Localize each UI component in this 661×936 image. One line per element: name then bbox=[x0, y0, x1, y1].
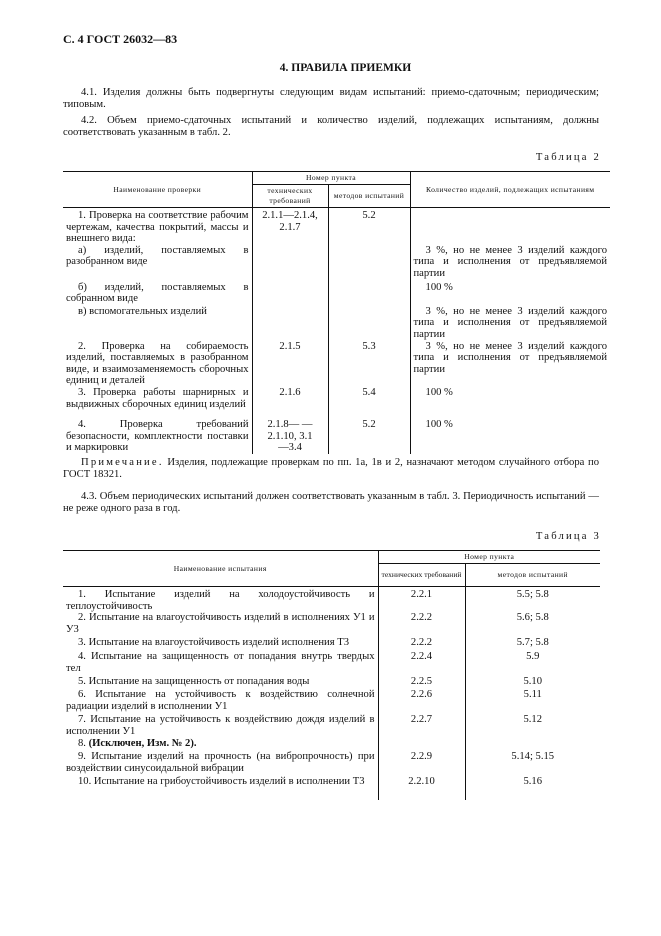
table-row: 7. Испытание на устойчивость к воздействию дождя изделий в исполнении У1 2.2.7 5.12 bbox=[63, 714, 600, 738]
table-2 bbox=[63, 171, 610, 454]
table-row: 3. Проверка работы шарнирных и выдвижных сборочных единиц изделий 2.1.6 5.4 100 % bbox=[63, 387, 610, 419]
table2-note bbox=[63, 457, 599, 480]
col-header-group: Номер пункта bbox=[252, 172, 410, 185]
page-header: С. 4 ГОСТ 26032—83 bbox=[63, 32, 178, 46]
table-row: 1. Испытание изделий на холодоустойчивость и теплоустойчивость 2.2.1 5.5; 5.8 bbox=[63, 587, 600, 613]
col-header-name: Наименование проверки bbox=[63, 172, 252, 208]
excluded-note: (Исключен, Изм. № 2). bbox=[88, 738, 197, 750]
paragraph-4-2: 4.2. Объем приемо-сдаточных испытаний и количество изделий, подлежащих испытаниям, должны соответствовать указанным в табл. 2. bbox=[63, 115, 599, 138]
col-header-methods: методов испытаний bbox=[465, 564, 600, 587]
table-row: а) изделий, поставляемых в разобранном виде 3 %, но не менее 3 изделий каждого типа и исполнения от предъявляемой партии bbox=[63, 245, 610, 282]
note-label: Примечание. bbox=[81, 457, 164, 468]
paragraph-4-3: 4.3. Объем периодических испытаний должен соответствовать указанным в табл. 3. Периодичность испытаний — не реже одного раза в год. bbox=[63, 491, 599, 514]
table-row: 5. Испытание на защищенность от попадания воды 2.2.5 5.10 bbox=[63, 676, 600, 689]
table-row: 4. Испытание на защищенность от попадания внутрь твердых тел 2.2.4 5.9 bbox=[63, 651, 600, 676]
table-row: 2. Испытание на влагоустойчивость изделий в исполнениях У1 и У3 2.2.2 5.6; 5.8 bbox=[63, 612, 600, 637]
table-row: 6. Испытание на устойчивость к воздействию солнечной радиации изделий в исполнении У1 2.2.6 5.11 bbox=[63, 689, 600, 714]
table-row: 2. Проверка на собираемость изделий, поставляемых в разобранном виде, и взаимозаменяемость сборочных единиц и деталей 2.1.5 5.3 3 %, но не менее 3 изделий каждого типа и исполнения от предъявляемой партии bbox=[63, 341, 610, 387]
col-header-methods: методов испытаний bbox=[328, 185, 410, 208]
paragraph-4-1: 4.1. Изделия должны быть подвергнуты следующим видам испытаний: приемо-сдаточным; периодическим; типовым. bbox=[63, 87, 599, 110]
table-row: 3. Испытание на влагоустойчивость изделий исполнения Т3 2.2.2 5.7; 5.8 bbox=[63, 637, 600, 651]
col-header-qty: Количество изделий, подлежащих испытаниям bbox=[410, 172, 610, 208]
table-3 bbox=[63, 550, 600, 800]
table-row: 4. Проверка требований безопасности, комплектности поставки и маркировки 2.1.8— —2.1.10, 3.1—3.4 5.2 100 % bbox=[63, 419, 610, 454]
col-header-group: Номер пункта bbox=[378, 551, 600, 564]
table-row: 8. (Исключен, Изм. № 2). bbox=[63, 738, 600, 751]
table-row: 1. Проверка на соответствие рабочим чертежам, качества покрытий, массы и внешнего вида: 2.1.1—2.1.4, 2.1.7 5.2 bbox=[63, 208, 610, 245]
col-header-name: Наименование испытания bbox=[63, 551, 378, 587]
table-row: в) вспомогательных изделий 3 %, но не менее 3 изделий каждого типа и исполнения от предъявляемой партии bbox=[63, 306, 610, 341]
col-header-tech: технических требований bbox=[378, 564, 465, 587]
table2-caption: Таблица 2 bbox=[535, 152, 601, 163]
col-header-tech: технических требований bbox=[252, 185, 328, 208]
note-text: Изделия, подлежащие проверкам по пп. 1а, 1в и 2, назначают методом случайного отбора по ГОСТ 18321. bbox=[63, 457, 599, 480]
table-row: 10. Испытание на грибоустойчивость изделий в исполнении Т3 2.2.10 5.16 bbox=[63, 776, 600, 800]
table3-caption: Таблица 3 bbox=[535, 531, 601, 542]
table-row: 9. Испытание изделий на прочность (на вибропрочность) при воздействии синусоидальной вибрации 2.2.9 5.14; 5.15 bbox=[63, 751, 600, 776]
table-row: б) изделий, поставляемых в собранном виде 100 % bbox=[63, 282, 610, 306]
section-title: 4. ПРАВИЛА ПРИЕМКИ bbox=[279, 62, 412, 74]
